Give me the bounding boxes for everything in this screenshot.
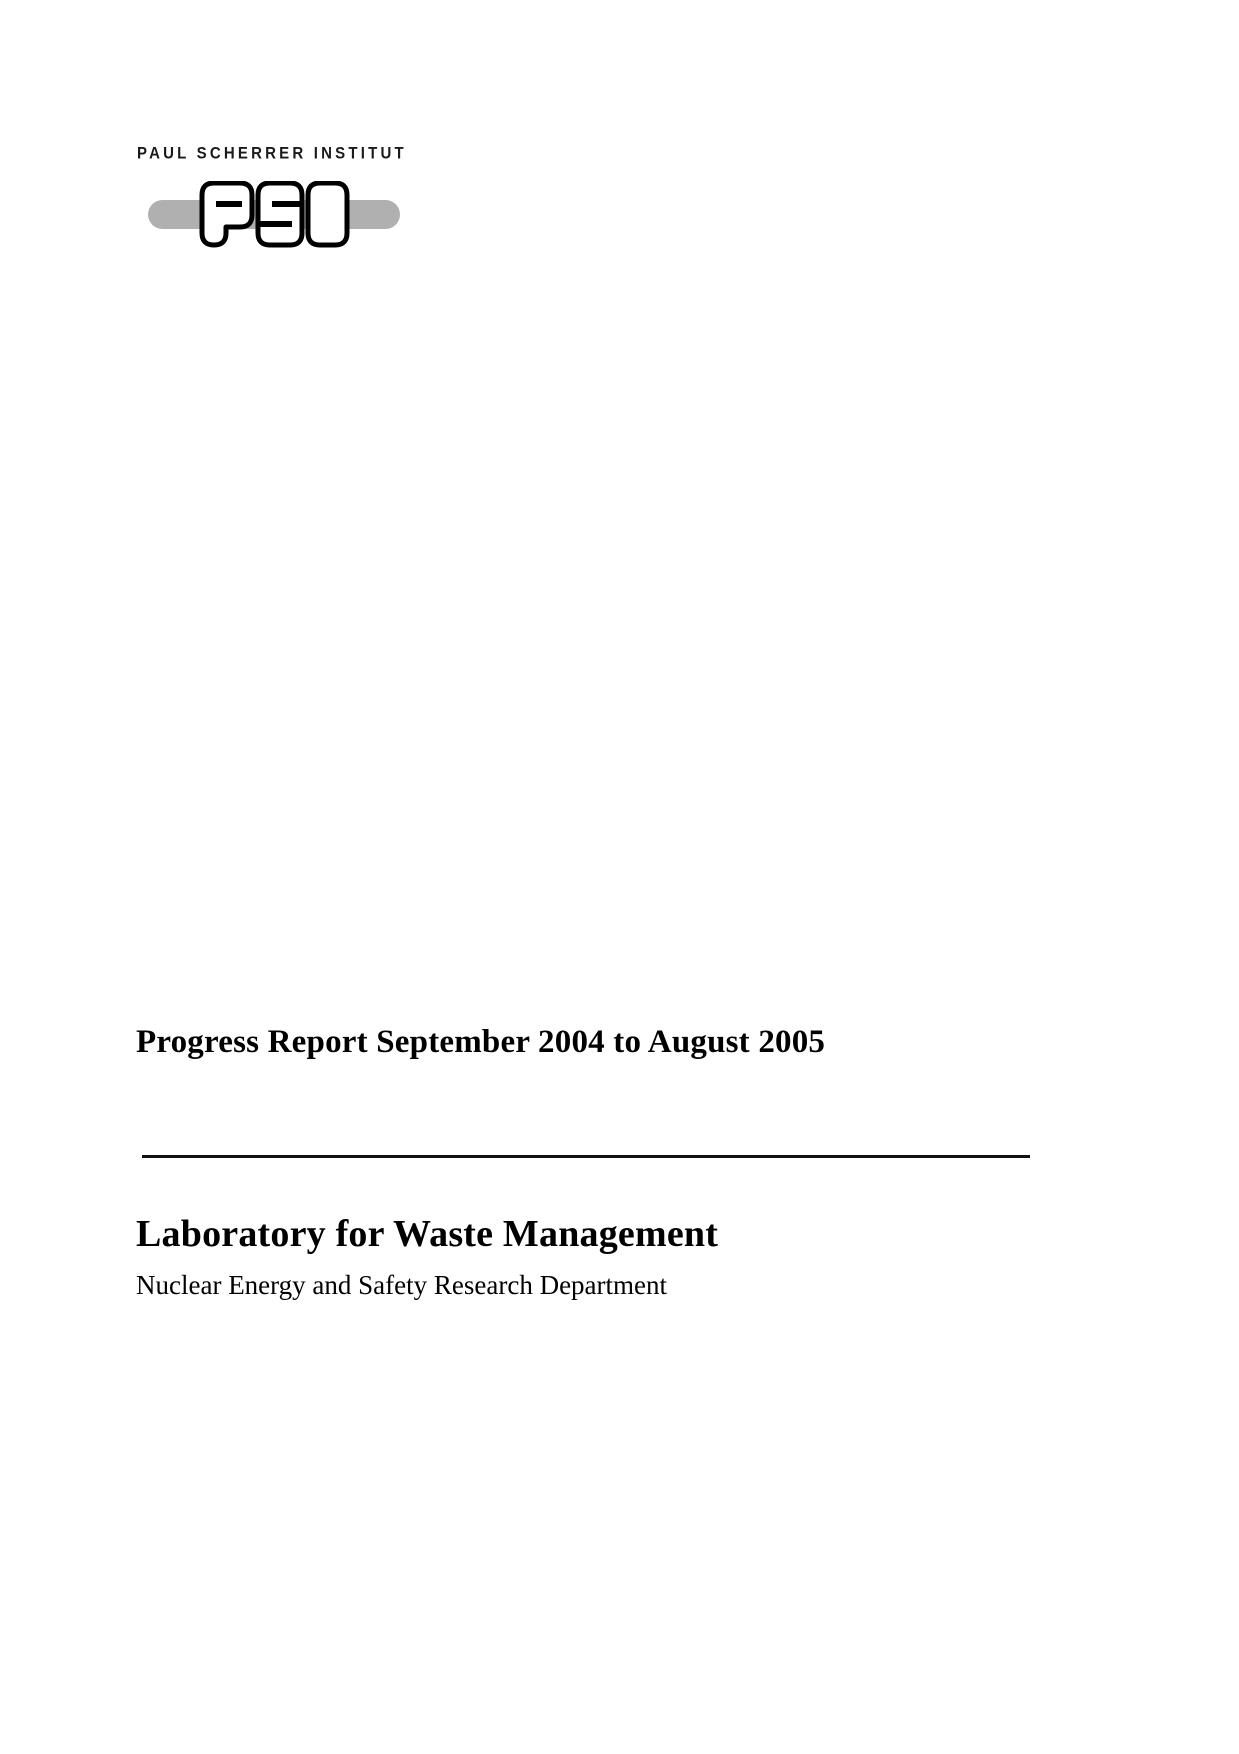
report-title: Progress Report September 2004 to August 2005 xyxy=(136,1024,826,1060)
psi-letter-p-counter xyxy=(216,201,242,207)
psi-letter-s-top-bar xyxy=(272,201,302,207)
psi-logo xyxy=(137,144,437,164)
psi-wordmark: PAUL SCHERRER INSTITUT xyxy=(137,144,407,164)
psi-letter-p xyxy=(202,183,252,245)
psi-letter-i xyxy=(308,183,347,245)
psi-logo-graphic xyxy=(140,181,400,249)
department-name: Nuclear Energy and Safety Research Department xyxy=(136,1270,668,1300)
psi-letter-s-bottom-bar xyxy=(258,221,292,227)
laboratory-name: Laboratory for Waste Management xyxy=(136,1213,719,1255)
psi-letter-s xyxy=(258,183,302,245)
divider-line xyxy=(142,1155,1030,1158)
